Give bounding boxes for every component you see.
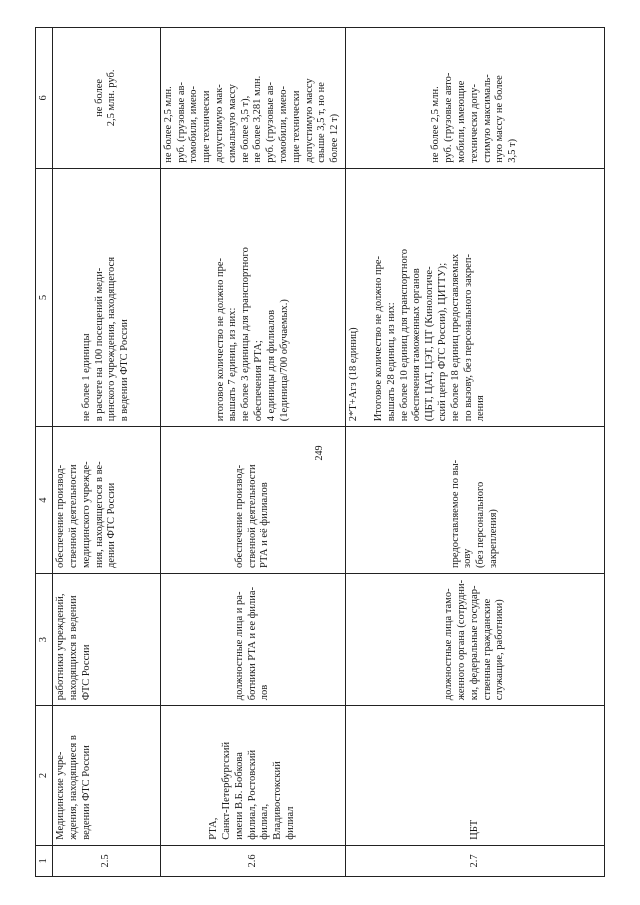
column-number-row bbox=[36, 28, 53, 877]
page-number: 249 bbox=[314, 445, 325, 461]
cost-cell: не более 2,5 млн. руб. (грузовые ав- томобили, имею- щие технически допустимую мак- симальную массу не более 3,5 т), не более 3,281 млн. руб. (грузовые ав- томобили, имею- щие технически допустимую массу свыше 3,5 т, но не более 12 т) bbox=[160, 28, 345, 169]
quantity-cell: итоговое количество не должно пре- вышать 7 единиц, из них: не более 3 единицы для транспортного обеспечения РТА; 4 единицы для филиалов (1единица/700 обучаемых.) bbox=[160, 168, 345, 427]
cost-cell: не более 2,5 млн. руб. (грузовые авто- мобили, имеющие технически допу- стимую максималь- ную массу не более 3,5 т) bbox=[346, 28, 605, 169]
row-index: 2.7 bbox=[346, 845, 605, 876]
organization-cell: РТА, Санкт-Петербургский имени В.Б. Бобкова филиал, Ростовский филиал, Владивостокский филиал bbox=[160, 706, 345, 845]
column-number: 3 bbox=[36, 573, 53, 705]
organization-cell: Медицинские учре- ждения, находящиеся в ведении ФТС России bbox=[53, 706, 161, 845]
purpose-cell: обеспечение производ- ственной деятельности РТА и её филиалов bbox=[160, 427, 345, 574]
quantity-formula: 2*Т+Агз (18 единиц) bbox=[348, 327, 360, 422]
cost-cell: не более 2,5 млн. руб. bbox=[53, 28, 161, 169]
organization-cell: ЦБТ bbox=[346, 706, 605, 845]
norms-table bbox=[35, 27, 605, 877]
table-row bbox=[346, 28, 605, 877]
column-number: 2 bbox=[36, 706, 53, 845]
purpose-cell: предоставляемое по вы- зову (без персонального закрепления) bbox=[346, 427, 605, 574]
column-number: 4 bbox=[36, 427, 53, 574]
column-number: 1 bbox=[36, 845, 53, 876]
purpose-cell: обеспечение производ- ственной деятельности медицинского учрежде- ния, находящегося в ве- дении ФТС России bbox=[53, 427, 161, 574]
rotated-table-container bbox=[35, 27, 605, 877]
table-row bbox=[160, 28, 345, 877]
persons-cell: должностные лица тамо- женного органа (сотрудни- ки, федеральные государ- ственные гражданские служащие, работники) bbox=[346, 573, 605, 705]
column-number: 6 bbox=[36, 28, 53, 169]
persons-cell: должностные лица и ра- ботники РТА и ее филиа- лов bbox=[160, 573, 345, 705]
persons-cell: работники учреждений, находящихся в ведении ФТС России bbox=[53, 573, 161, 705]
table-row bbox=[53, 28, 161, 877]
quantity-cell bbox=[346, 168, 605, 427]
column-number: 5 bbox=[36, 168, 53, 427]
quantity-cell: не более 1 единицы в расчете на 100 посещений меди- цинского учреждения, находящегося в ведении ФТС России bbox=[53, 168, 161, 427]
row-index: 2.6 bbox=[160, 845, 345, 876]
row-index: 2.5 bbox=[53, 845, 161, 876]
quantity-text: Итоговое количество не должно пре- вышать 28 единиц, из них: не более 10 единиц для транспортного обеспечения таможенных органов (ЦБТ, ЦАТ, ЦЭТ, ЦТ (Кинологиче- ский центр ФТС России), ЦИТТУ); не более 18 единиц предоставляемых по вызову, без персонального закреп- ления bbox=[373, 248, 487, 422]
